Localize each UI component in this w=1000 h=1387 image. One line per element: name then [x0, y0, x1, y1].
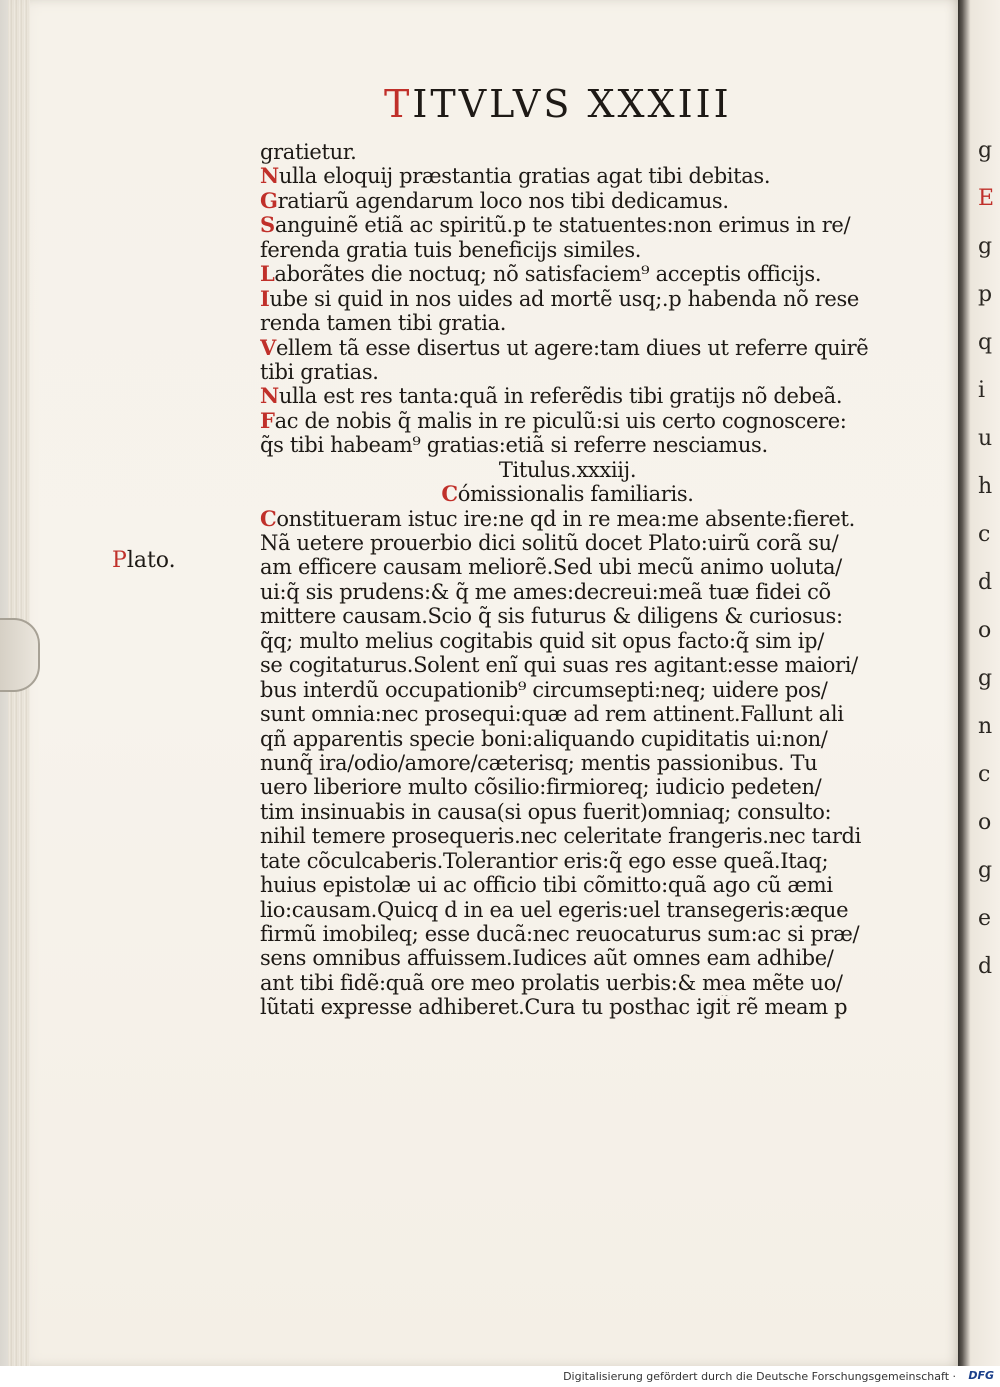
text-line	[260, 898, 875, 922]
text-line-content: ube si quid in nos uides ad mortẽ usq;.p habenda nõ rese	[269, 286, 860, 311]
text-line	[260, 751, 875, 775]
facing-page-fragment: g	[978, 666, 993, 691]
text-line	[260, 824, 875, 848]
text-line	[260, 727, 875, 751]
facing-page-fragment: g	[978, 234, 993, 259]
text-line-content: ant tibi fidẽ:quã ore meo prolatis uerbis:& mea mẽte uo/	[260, 970, 843, 995]
text-line-content: nihil temere prosequeris.nec celeritate frangeris.nec tardi	[260, 824, 861, 849]
rubricated-initial: N	[260, 164, 279, 189]
facing-page-fragment: c	[978, 522, 991, 547]
text-line	[260, 336, 875, 360]
facing-page-fragment: o	[978, 618, 992, 643]
text-line	[260, 922, 875, 946]
text-line	[260, 604, 875, 628]
text-line-content: am efficere causam meliorẽ.Sed ubi mecũ animo uoluta/	[260, 555, 842, 580]
text-line	[260, 287, 875, 311]
facing-page-fragment: o	[978, 810, 992, 835]
running-title-initial: T	[384, 82, 413, 126]
text-line-content: tate cõculcaberis.Tolerantior eris:q̃ ego esse queã.Itaq;	[260, 848, 829, 873]
text-line-content: ac de nobis q̃ malis in re piculũ:si uis certo cognoscere:	[274, 408, 847, 433]
text-line-content: tim insinuabis in causa(si opus fuerit)omniaq; consulto:	[260, 799, 832, 824]
rubricated-initial: I	[260, 286, 270, 311]
facing-page-fragment: d	[978, 570, 993, 595]
text-line-content: gratietur.	[260, 140, 357, 164]
text-line	[260, 507, 875, 531]
text-line-content: tibi gratias.	[260, 359, 379, 384]
text-line-content: anguinẽ etiã ac spiritũ.p te statuentes:non erimus in re/	[274, 213, 851, 238]
text-line-content: se cogitaturus.Solent enĩ qui suas res agitant:esse maiori/	[260, 653, 858, 678]
text-line	[260, 971, 875, 995]
facing-page-fragment: q	[978, 330, 993, 355]
text-line-content: mittere causam.Scio q̃ sis futurus & diligens & curiosus:	[260, 604, 843, 629]
text-line-content: nunq̃ ira/odio/amore/cæterisq; mentis passionibus. Tu	[260, 750, 818, 775]
text-line-content: ellem tã esse disertus ut agere:tam diues ut referre quirẽ	[275, 335, 869, 360]
main-text	[260, 140, 875, 1020]
rubricated-initial: G	[260, 188, 278, 213]
text-line	[260, 849, 875, 873]
text-line	[260, 678, 875, 702]
text-line-content: sunt omnia:nec prosequi:quæ ad rem attinent.Fallunt ali	[260, 702, 844, 727]
facing-page-fragment: i	[978, 378, 986, 403]
rubricated-initial: F	[260, 408, 275, 433]
running-title	[384, 82, 884, 126]
text-line-content: bus interdũ occupationib⁹ circumsepti:neq; uidere pos/	[260, 677, 828, 702]
text-line	[260, 946, 875, 970]
text-line-content: aborãtes die noctuq; nõ satisfaciem⁹ acceptis officijs.	[274, 262, 822, 287]
text-line	[260, 531, 875, 555]
text-line-content: uero liberiore multo cõsilio:firmioreq; iudicio pedeten/	[260, 775, 822, 800]
text-line	[260, 409, 875, 433]
text-line	[260, 800, 875, 824]
facing-page-fragment: u	[978, 426, 993, 451]
text-line	[260, 873, 875, 897]
text-line-content: onstitueram istuc ire:ne qd in re mea:me absente:fieret.	[276, 506, 855, 531]
text-line	[260, 433, 875, 457]
text-line	[260, 629, 875, 653]
text-line	[260, 189, 875, 213]
text-line	[260, 653, 875, 677]
text-line	[260, 458, 875, 482]
text-line-content: renda tamen tibi gratia.	[260, 311, 507, 336]
text-line-content: sens omnibus affuissem.Iudices aũt omnes eam adhibe/	[260, 946, 834, 971]
text-line-content: ulla eloquij præstantia gratias agat tibi debitas.	[278, 164, 771, 189]
text-line-content: lũtati expresse adhiberet.Cura tu posthac igit̃ rẽ meam p	[260, 995, 848, 1020]
rubricated-initial: C	[441, 482, 458, 507]
text-line-content: firmũ imobileq; esse ducã:nec reuocaturus sum:ac si præ/	[260, 922, 860, 946]
text-line-content: q̃q; multo melius cogitabis quid sit opus facto:q̃ sim ip/	[260, 628, 824, 653]
facing-page-fragment: g	[978, 138, 993, 163]
text-line-content: qñ apparentis specie boni:aliquando cupiditatis ui:non/	[260, 726, 828, 751]
text-line-content: Titulus.xxxiij.	[498, 457, 637, 482]
rubricated-initial: S	[260, 213, 275, 238]
running-title-text: ITVLVS XXXIII	[412, 82, 732, 126]
rubricated-initial: N	[260, 384, 279, 409]
text-line	[260, 311, 875, 335]
facing-page-fragment: h	[978, 474, 993, 499]
text-line	[260, 580, 875, 604]
text-line	[260, 164, 875, 188]
text-line-content: q̃s tibi habeam⁹ gratias:etiã si referre nesciamus.	[260, 433, 768, 458]
footer-bar	[0, 1366, 1000, 1387]
text-line	[260, 482, 875, 506]
text-line	[260, 238, 875, 262]
text-line	[260, 995, 875, 1019]
text-line-content: Nã uetere prouerbio dici solitũ docet Plato:uirũ corã su/	[260, 531, 839, 555]
margin-note	[112, 548, 176, 573]
text-line	[260, 775, 875, 799]
text-line-content: ratiarũ agendarum loco nos tibi dedicamus.	[277, 188, 729, 213]
facing-page-fragment: c	[978, 762, 991, 787]
facing-page-fragment: p	[978, 282, 993, 307]
next-page-edge	[958, 0, 1000, 1366]
facing-page-fragment: E	[978, 186, 995, 211]
margin-note-text: lato.	[126, 548, 176, 573]
text-line	[260, 555, 875, 579]
page-clip	[0, 618, 40, 692]
text-line-content: ulla est res tanta:quã in referẽdis tibi gratijs nõ debeã.	[278, 384, 843, 409]
facing-page-fragment: g	[978, 858, 993, 883]
text-line	[260, 360, 875, 384]
facing-page-fragment: d	[978, 954, 993, 979]
rubricated-initial: L	[260, 262, 275, 287]
text-line	[260, 262, 875, 286]
rubricated-initial: V	[260, 335, 276, 360]
facing-page-fragment: n	[978, 714, 993, 739]
text-line	[260, 384, 875, 408]
text-line-content: huius epistolæ ui ac officio tibi cõmitto:quã ago cũ æmi	[260, 873, 833, 898]
text-line-content: ómissionalis familiaris.	[457, 482, 694, 507]
text-line	[260, 140, 875, 164]
text-line	[260, 213, 875, 237]
funding-notice: Digitalisierung gefördert durch die Deutsche Forschungsgemeinschaft ·	[563, 1370, 956, 1383]
text-line-content: ui:q̃ sis prudens:& q̃ me ames:decreui:meã tuæ fidei cõ	[260, 579, 831, 604]
dfg-logo: DFG	[968, 1369, 994, 1382]
rubricated-initial: C	[260, 506, 277, 531]
text-line	[260, 702, 875, 726]
text-line-content: lio:causam.Quicq d in ea uel egeris:uel transegeris:æque	[260, 897, 849, 922]
text-line-content: ferenda gratia tuis beneficijs similes.	[260, 237, 642, 262]
margin-note-initial: P	[112, 548, 127, 573]
facing-page-fragment: e	[978, 906, 992, 931]
